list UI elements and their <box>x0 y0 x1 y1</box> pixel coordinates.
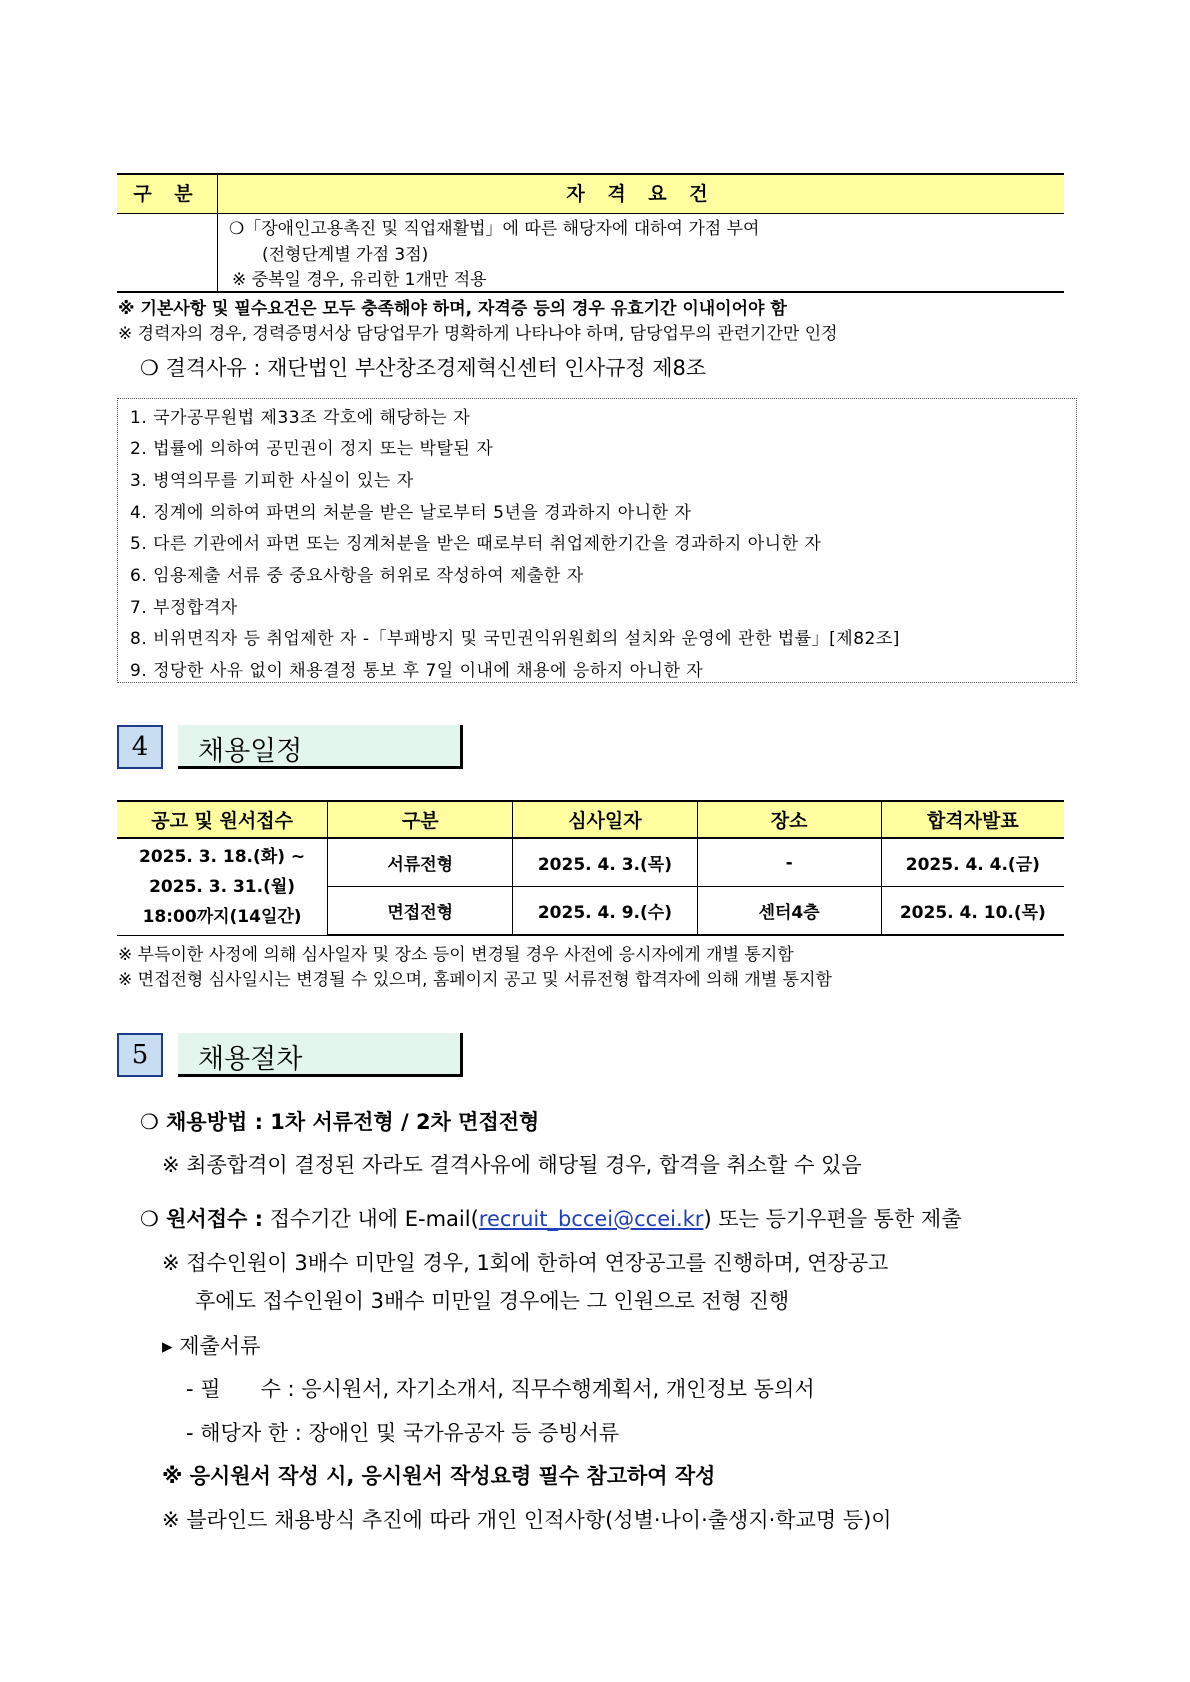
section-title-bar <box>178 725 463 769</box>
stage-cell: 서류전형 <box>328 838 513 887</box>
application-form-note: ※ 응시원서 작성 시, 응시원서 작성요령 필수 참고하여 작성 <box>162 1464 716 1488</box>
qualification-table-row <box>117 212 1064 293</box>
blind-hiring-note: ※ 블라인드 채용방식 추진에 따라 개인 인적사항(성별·나이·출생지·학교명 등)이 <box>162 1508 892 1532</box>
application-note: 후에도 접수인원이 3배수 미만일 경우에는 그 인원으로 전형 진행 <box>195 1289 790 1313</box>
disqualification-box <box>117 398 1077 683</box>
mandatory-note: ※ 기본사항 및 필수요건은 모두 충족해야 하며, 자격증 등의 경우 유효기간 이내이어야 함 <box>118 299 787 319</box>
disqualification-item: 2. 법률에 의하여 공민권이 정지 또는 박탈된 자 <box>130 439 494 459</box>
documents-heading: ▸ 제출서류 <box>162 1334 261 1358</box>
disqualification-item: 1. 국가공무원법 제33조 각호에 해당하는 자 <box>130 408 471 428</box>
requirement-line: ※ 중복일 경우, 유리한 1개만 적용 <box>232 270 487 290</box>
hiring-method: ❍ 채용방법 : 1차 서류전형 / 2차 면접전형 <box>140 1110 540 1134</box>
review-date-cell: 2025. 4. 3.(목) <box>513 838 697 887</box>
stage-cell: 면접전형 <box>328 887 513 936</box>
application-period-cell <box>117 838 328 935</box>
section-title: 채용절차 <box>198 1044 303 1075</box>
applicable-documents: - 해당자 한 : 장애인 및 국가유공자 등 증빙서류 <box>186 1421 620 1445</box>
schedule-note: ※ 면접전형 심사일시는 변경될 수 있으며, 홈페이지 공고 및 서류전형 합격자에 의해 개별 통지함 <box>118 970 832 990</box>
disqualification-item: 3. 병역의무를 기피한 사실이 있는 자 <box>130 471 414 491</box>
section-title-bar <box>178 1033 463 1077</box>
section-number: 4 <box>117 725 163 769</box>
section-number: 5 <box>117 1033 163 1077</box>
period-line: 18:00까지(14일간) <box>142 906 302 927</box>
schedule-note: ※ 부득이한 사정에 의해 심사일자 및 장소 등이 변경될 경우 사전에 응시자에게 개별 통지함 <box>118 945 794 965</box>
disqualification-item: 9. 정당한 사유 없이 채용결정 통보 후 7일 이내에 채용에 응하지 아니한 자 <box>130 661 704 681</box>
disqualification-item: 6. 임용제출 서류 중 중요사항을 허위로 작성하여 제출한 자 <box>130 566 584 586</box>
header-requirements: 자 격 요 건 <box>217 175 1064 213</box>
section-title: 채용일정 <box>198 736 303 767</box>
schedule-table <box>117 800 1064 936</box>
announcement-cell: 2025. 4. 4.(금) <box>881 838 1064 887</box>
email-link[interactable]: recruit_bccei@ccei.kr <box>478 1207 704 1231</box>
application-text: 접수기간 내에 E-mail( <box>269 1207 479 1231</box>
experience-note: ※ 경력자의 경우, 경력증명서상 담당업무가 명확하게 나타나야 하며, 담당업무의 관련기간만 인정 <box>118 324 838 344</box>
column-header: 합격자발표 <box>881 801 1064 838</box>
required-documents: - 필 수 : 응시원서, 자기소개서, 직무수행계획서, 개인정보 동의서 <box>186 1377 815 1401</box>
disqualification-item: 7. 부정합격자 <box>130 598 238 618</box>
application-text: ) 또는 등기우편을 통한 제출 <box>703 1207 962 1231</box>
requirement-line: ❍「장애인고용촉진 및 직업재활법」에 따른 해당자에 대하여 가점 부여 <box>229 219 760 239</box>
header-category: 구 분 <box>133 183 201 205</box>
column-header: 공고 및 원서접수 <box>117 801 328 838</box>
application-note: ※ 접수인원이 3배수 미만일 경우, 1회에 한하여 연장공고를 진행하며, 연장공고 <box>162 1251 889 1275</box>
period-line: 2025. 3. 18.(화) ~ <box>139 846 306 867</box>
review-date-cell: 2025. 4. 9.(수) <box>513 887 697 936</box>
disqualification-heading: ❍ 결격사유 : 재단법인 부산창조경제혁신센터 인사규정 제8조 <box>140 356 707 380</box>
application-line <box>140 1203 962 1233</box>
hiring-method-note: ※ 최종합격이 결정된 자라도 결격사유에 해당될 경우, 합격을 취소할 수 있음 <box>162 1153 862 1177</box>
column-header: 장소 <box>697 801 881 838</box>
column-header: 구분 <box>328 801 513 838</box>
disqualification-item: 8. 비위면직자 등 취업제한 자 -「부패방지 및 국민권익위원회의 설치와 운영에 관한 법률」[제82조] <box>130 629 900 649</box>
location-cell: - <box>697 838 881 887</box>
application-label: ❍ 원서접수 : <box>140 1207 263 1231</box>
location-cell: 센터4층 <box>697 887 881 936</box>
announcement-cell: 2025. 4. 10.(목) <box>881 887 1064 936</box>
table-row <box>117 838 1064 887</box>
column-divider <box>217 212 218 291</box>
disqualification-item: 5. 다른 기관에서 파면 또는 징계처분을 받은 때로부터 취업제한기간을 경과하지 아니한 자 <box>130 534 822 554</box>
schedule-header-row <box>117 801 1064 838</box>
requirement-line: (전형단계별 가점 3점) <box>262 245 429 265</box>
period-line: 2025. 3. 31.(월) <box>149 876 296 897</box>
disqualification-item: 4. 징계에 의하여 파면의 처분을 받은 날로부터 5년을 경과하지 아니한 자 <box>130 503 692 523</box>
qualification-table-header <box>117 173 1064 214</box>
column-header: 심사일자 <box>513 801 697 838</box>
